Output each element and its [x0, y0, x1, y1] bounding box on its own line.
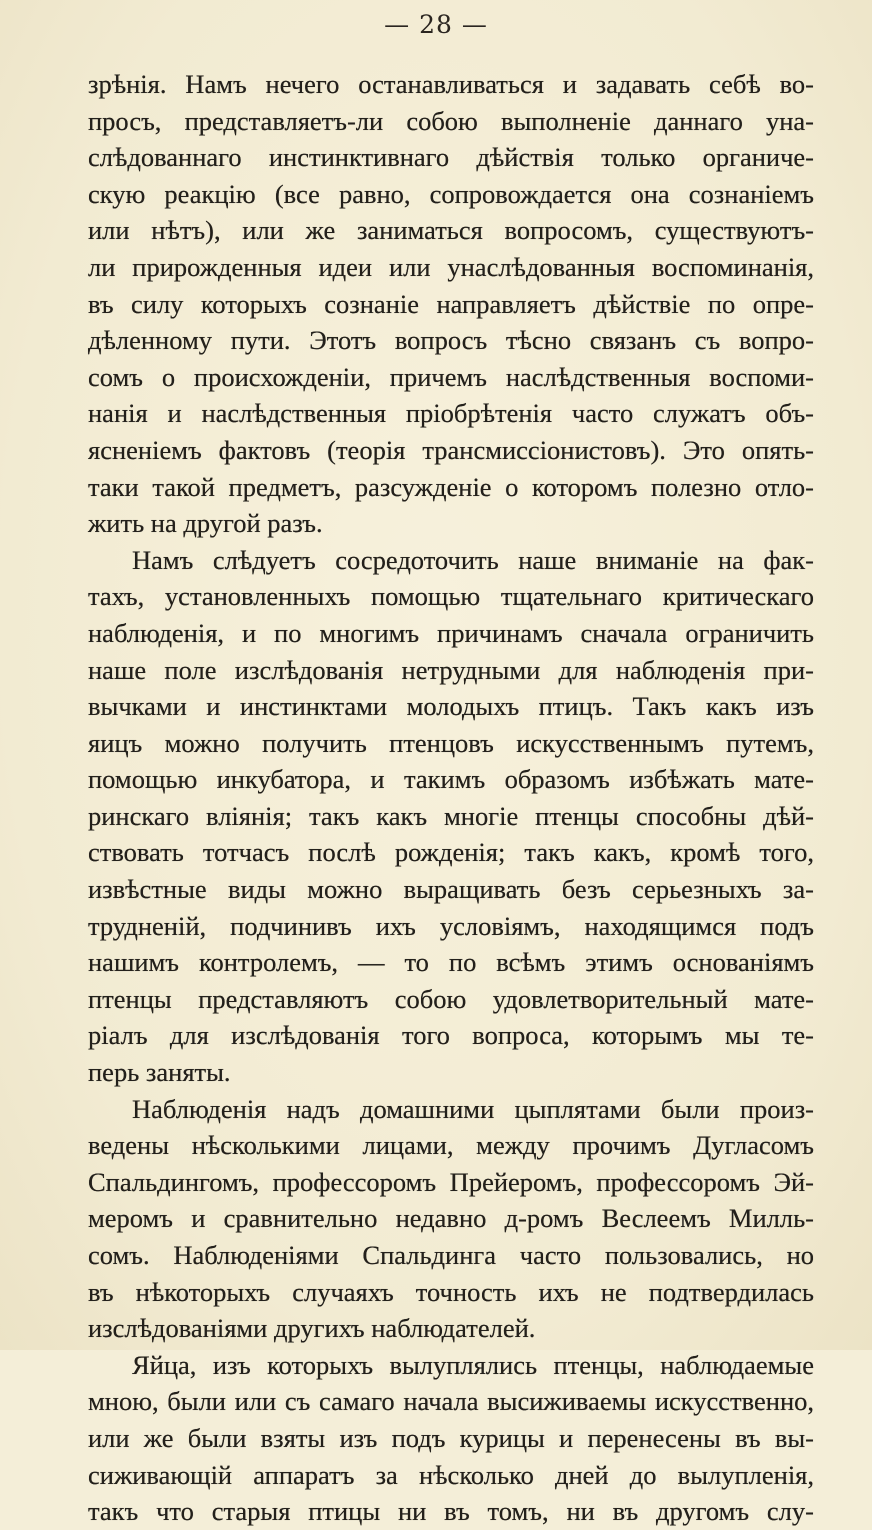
text-line: сомъ о происхожденіи, причемъ наслѣдственныя воспоми-: [88, 361, 814, 392]
text-line: тахъ, установленныхъ помощью тщательнаго критическаго: [88, 581, 814, 612]
text-line: яицъ можно получить птенцовъ искусственнымъ путемъ,: [88, 727, 814, 758]
text-line: Спальдингомъ, профессоромъ Прейеромъ, профессоромъ Эй-: [88, 1166, 814, 1197]
text-line: Яйца, изъ которыхъ вылуплялись птенцы, наблюдаемые: [132, 1349, 814, 1380]
text-line: извѣстные виды можно выращивать безъ серьезныхъ за-: [88, 874, 814, 905]
text-line: слѣдованнаго инстинктивнаго дѣйствія только органиче-: [88, 142, 814, 173]
text-line: жить на другой разъ.: [88, 508, 323, 539]
body-text: [88, 66, 814, 1530]
paragraph: [88, 1091, 814, 1347]
text-line: ведены нѣсколькими лицами, между прочимъ Дугласомъ: [88, 1130, 814, 1161]
text-line: скую реакцію (все равно, сопровождается она сознаніемъ: [88, 178, 814, 209]
text-line: дѣленному пути. Этотъ вопросъ тѣсно связанъ съ вопро-: [88, 325, 814, 356]
text-line: меромъ и сравнительно недавно д-ромъ Веслеемъ Милль-: [88, 1203, 814, 1234]
text-line: въ нѣкоторыхъ случаяхъ точность ихъ не подтвердилась: [88, 1276, 814, 1307]
text-line: перь заняты.: [88, 1057, 231, 1088]
text-line: Намъ слѣдуетъ сосредоточить наше вниманіе на фак-: [132, 544, 814, 575]
text-line: мною, были или съ самаго начала высиживаемы искусственно,: [88, 1386, 814, 1417]
text-line: зрѣнія. Намъ нечего останавливаться и задавать себѣ во-: [88, 69, 814, 99]
text-line: трудненій, подчинивъ ихъ условіямъ, находящимся подъ: [88, 910, 814, 941]
text-line: наше поле изслѣдованія нетрудными для наблюденія при-: [88, 654, 814, 685]
paragraph: [88, 1347, 814, 1530]
text-line: вычками и инстинктами молодыхъ птицъ. Такъ какъ изъ: [88, 691, 814, 722]
text-line: или же были взяты изъ подъ курицы и перенесены въ вы-: [88, 1422, 814, 1453]
text-line: помощью инкубатора, и такимъ образомъ избѣжать мате-: [88, 764, 814, 795]
text-line: ствовать тотчасъ послѣ рожденія; такъ какъ, кромѣ того,: [88, 837, 814, 868]
text-line: нашимъ контролемъ, — то по всѣмъ этимъ основаніямъ: [88, 947, 814, 978]
text-line: изслѣдованіями другихъ наблюдателей.: [88, 1313, 536, 1344]
text-line: просъ, представляетъ-ли собою выполненіе даннаго уна-: [88, 105, 814, 136]
text-line: такъ что старыя птицы ни въ томъ, ни въ другомъ слу-: [88, 1496, 814, 1527]
text-line: таки такой предметъ, разсужденіе о которомъ полезно отло-: [88, 471, 814, 502]
paragraph: [88, 542, 814, 1091]
text-line: сиживающій аппаратъ за нѣсколько дней до вылупленія,: [88, 1459, 814, 1490]
text-line: въ силу которыхъ сознаніе направляетъ дѣйствіе по опре-: [88, 288, 814, 319]
text-line: нанія и наслѣдственныя пріобрѣтенія часто служатъ объ-: [88, 398, 814, 429]
text-line: или нѣтъ), или же заниматься вопросомъ, существуютъ-: [88, 215, 814, 246]
text-line: наблюденія, и по многимъ причинамъ сначала ограничить: [88, 617, 814, 648]
text-line: ринскаго вліянія; такъ какъ многіе птенцы способны дѣй-: [88, 800, 814, 831]
paragraph: [88, 66, 814, 542]
text-line: ясненіемъ фактовъ (теорія трансмиссіонистовъ). Это опять-: [88, 434, 814, 465]
page-number: — 28 —: [384, 10, 488, 39]
text-line: ли прирожденныя идеи или унаслѣдованныя воспоминанія,: [88, 251, 814, 282]
text-line: птенцы представляютъ собою удовлетворительный мате-: [88, 983, 814, 1014]
text-line: ріалъ для изслѣдованія того вопроса, которымъ мы те-: [88, 1020, 814, 1051]
text-line: Наблюденія надъ домашними цыплятами были произ-: [132, 1093, 814, 1124]
text-line: сомъ. Наблюденіями Спальдинга часто пользовались, но: [88, 1240, 814, 1270]
